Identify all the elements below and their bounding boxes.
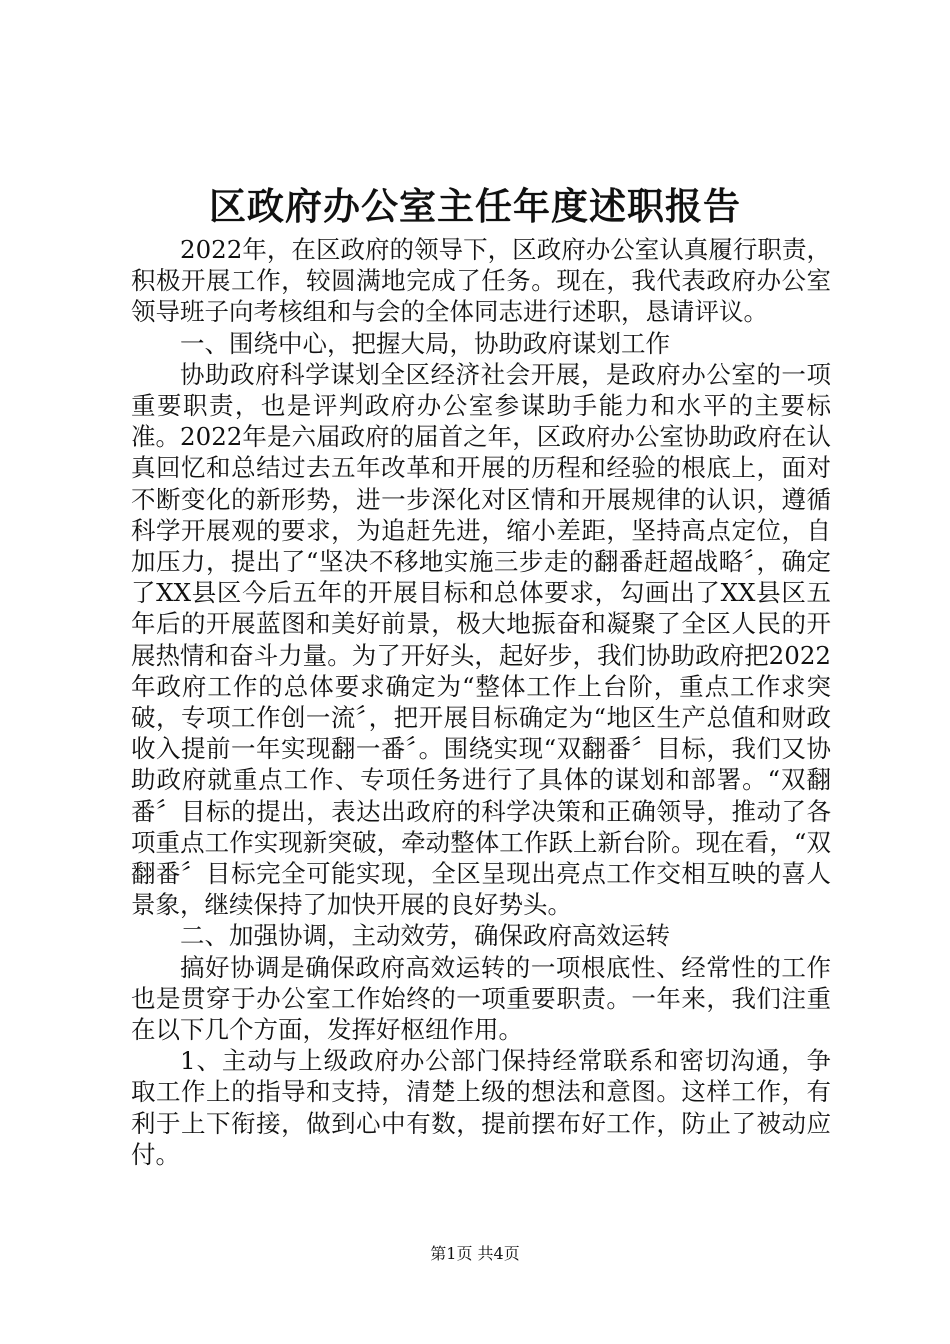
paragraph-intro: 2022年，在区政府的领导下，区政府办公室认真履行职责，积极开展工作，较圆满地完成了任务。现在，我代表政府办公室领导班子向考核组和与会的全体同志进行述职，恳请评议。 (131, 235, 831, 327)
paragraph-section-2: 搞好协调是确保政府高效运转的一项根底性、经常性的工作也是贯穿于办公室工作始终的一项重要职责。一年来，我们注重在以下几个方面，发挥好枢纽作用。 (131, 952, 831, 1045)
paragraph-section-1: 协助政府科学谋划全区经济社会开展，是政府办公室的一项重要职责，也是评判政府办公室参谋助手能力和水平的主要标准。2022年是六届政府的届首之年，区政府办公室协助政府在认真回忆和总结过去五年改革和开展的历程和经验的根底上，面对不断变化的新形势，进一步深化对区情和开展规律的认识，遵循科学开展观的要求，为追赶先进，缩小差距，坚持高点定位，自加压力，提出了“坚决不移地实施三步走的翻番赶超战略〞，确定了XX县区今后五年的开展目标和总体要求，勾画出了XX县区五年后的开展蓝图和美好前景，极大地振奋和凝聚了全区人民的开展热情和奋斗力量。为了开好头，起好步，我们协助政府把2022年政府工作的总体要求确定为“整体工作上台阶，重点工作求突破，专项工作创一流〞，把开展目标确定为“地区生产总值和财政收入提前一年实现翻一番〞。围绕实现“双翻番〞目标，我们又协助政府就重点工作、专项任务进行了具体的谋划和部署。“双翻番〞目标的提出，表达出政府的科学决策和正确领导，推动了各项重点工作实现新突破，牵动整体工作跃上新台阶。现在看，“双翻番〞目标完全可能实现，全区呈现出亮点工作交相互映的喜人景象，继续保持了加快开展的良好势头。 (131, 359, 831, 920)
page-title: 区政府办公室主任年度述职报告 (209, 184, 741, 228)
section-heading-2: 二、加强协调，主动效劳，确保政府高效运转 (180, 921, 670, 951)
paragraph-item-1: 1、主动与上级政府办公部门保持经常联系和密切沟通，争取工作上的指导和支持，清楚上级的想法和意图。这样工作，有利于上下衔接，做到心中有数，提前摆布好工作，防止了被动应付。 (131, 1046, 831, 1169)
document-body (131, 234, 831, 1170)
section-heading-1: 一、围绕中心，把握大局，协助政府谋划工作 (180, 328, 670, 358)
page-number-footer: 第1页 共4页 (430, 1244, 520, 1263)
